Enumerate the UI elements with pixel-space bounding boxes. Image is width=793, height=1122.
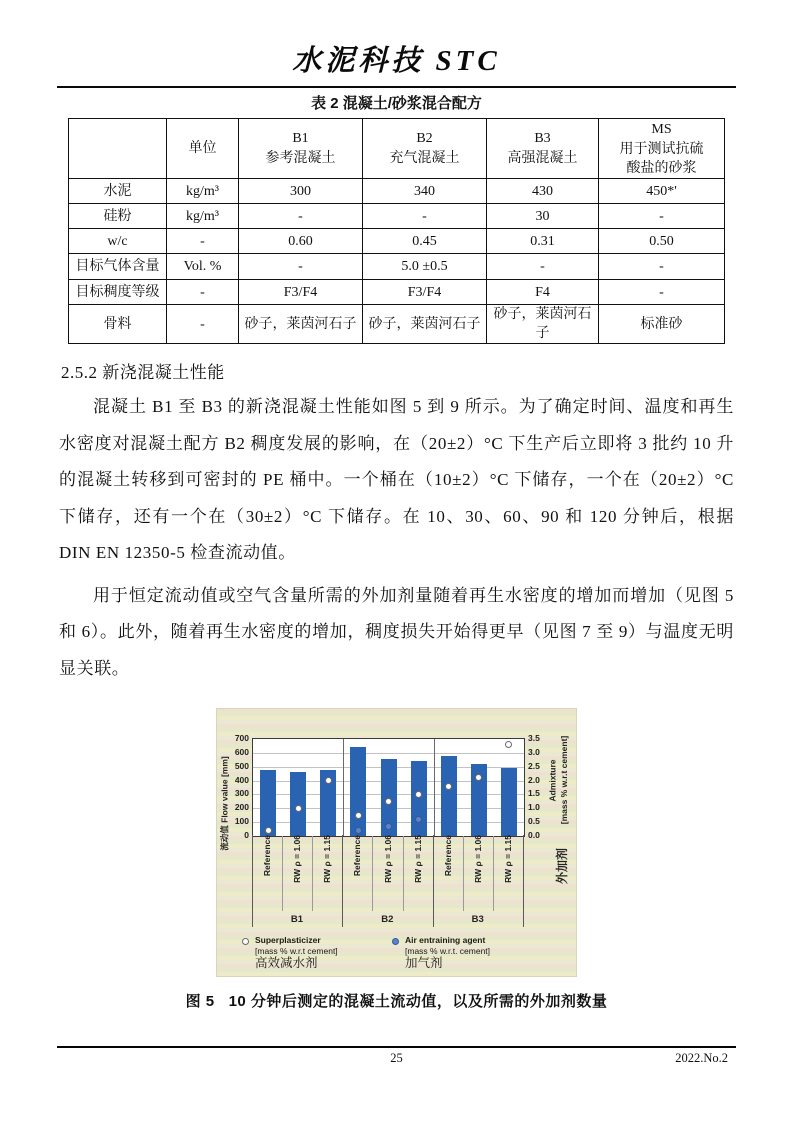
footer-rule bbox=[57, 1046, 736, 1048]
table-cell: 砂子，莱茵河石子 bbox=[363, 305, 487, 344]
group-tick bbox=[433, 912, 434, 927]
filled-circle-marker bbox=[355, 827, 362, 834]
page-footer bbox=[57, 1046, 736, 1065]
right-axis-tick: 1.0 bbox=[528, 802, 540, 813]
flow-value-bar bbox=[441, 756, 457, 836]
open-circle-marker bbox=[325, 777, 332, 784]
column-header-label: B2 bbox=[416, 131, 433, 146]
table-cell: 5.0 ±0.5 bbox=[363, 254, 487, 280]
table-cell: F4 bbox=[487, 280, 599, 305]
flow-value-bar bbox=[501, 768, 517, 836]
flow-value-bar bbox=[411, 761, 427, 836]
label-separator-line bbox=[312, 836, 313, 911]
right-axis-tick: 0.5 bbox=[528, 816, 540, 827]
left-axis-tick: 700 bbox=[234, 733, 249, 743]
group-boundary-line bbox=[523, 835, 524, 913]
filled-circle-marker bbox=[385, 823, 392, 830]
table-cell: - bbox=[599, 280, 725, 305]
figure-caption bbox=[0, 990, 793, 1011]
column-header-label: MS bbox=[651, 121, 672, 137]
table-cell: 0.60 bbox=[239, 229, 363, 254]
left-axis-tick: 500 bbox=[234, 760, 249, 771]
open-circle-marker bbox=[265, 827, 272, 834]
group-label: B3 bbox=[471, 914, 484, 925]
table-row bbox=[69, 305, 725, 344]
table-cell: 340 bbox=[363, 179, 487, 204]
right-axis-label-en2: [mass % w.r.t cement] bbox=[559, 735, 569, 825]
column-header bbox=[363, 119, 487, 179]
x-category-label: Reference bbox=[442, 835, 453, 877]
table-row bbox=[69, 280, 725, 305]
open-circle-marker bbox=[505, 741, 512, 748]
group-boundary-line bbox=[252, 835, 253, 913]
label-separator-line bbox=[403, 836, 404, 911]
table-cell: F3/F4 bbox=[239, 280, 363, 305]
table-cell: 300 bbox=[239, 179, 363, 204]
label-separator-line bbox=[372, 836, 373, 911]
x-category-label: RW ρ = 1.15 bbox=[502, 835, 513, 883]
open-circle-marker bbox=[445, 783, 452, 790]
table-cell: kg/m³ bbox=[167, 179, 239, 204]
table-cell: w/c bbox=[69, 229, 167, 254]
figure5-chart bbox=[216, 708, 577, 977]
table-cell: 450*' bbox=[599, 179, 725, 204]
column-header-sub: 用于测试抗硫酸盐的砂浆 bbox=[619, 141, 704, 176]
right-axis-tick: 1.5 bbox=[528, 788, 540, 799]
left-axis-label: 流动值 Flow value [mm] bbox=[219, 756, 230, 851]
group-tick bbox=[523, 912, 524, 927]
open-circle-legend-marker bbox=[242, 938, 249, 945]
left-axis-tick: 600 bbox=[234, 746, 249, 757]
right-axis-label-en: Admixture bbox=[547, 759, 558, 802]
column-header bbox=[69, 119, 167, 179]
x-category-label: RW ρ = 1.06 bbox=[292, 835, 303, 883]
right-axis-tick: 2.5 bbox=[528, 760, 540, 771]
table-cell: kg/m³ bbox=[167, 204, 239, 229]
paragraph-1: 混凝土 B1 至 B3 的新浇混凝土性能如图 5 到 9 所示。为了确定时间、温度和再生水密度对混凝土配方 B2 稠度发展的影响，在（20±2）°C 下生产后立即将 3 批约 10 升的混凝土转移到可密封的 PE 桶中。一个桶在（10±2）°C 下储存，一个在（20±2）°C 下储存，还有一个在（30±2）°C 下储存。在 10、30、60、90 和 120 分钟后，根据 DIN EN 12350-5 检查流动值。 bbox=[59, 397, 734, 562]
x-category-label: RW ρ = 1.06 bbox=[472, 835, 483, 883]
flow-value-bar bbox=[290, 772, 306, 836]
x-category-label: RW ρ = 1.15 bbox=[322, 835, 333, 883]
right-axis-tick: 2.0 bbox=[528, 774, 540, 785]
gridline bbox=[253, 753, 524, 754]
table-header-row bbox=[69, 119, 725, 179]
paragraph-2: 用于恒定流动值或空气含量所需的外加剂量随着再生水密度的增加而增加（见图 5 和 6）。此外，随着再生水密度的增加，稠度损失开始得更早（见图 7 至 9）与温度无明显关联。 bbox=[59, 585, 734, 678]
x-category-label: Reference bbox=[262, 835, 273, 877]
table-cell: - bbox=[599, 254, 725, 280]
group-boundary-line bbox=[433, 835, 434, 913]
table-cell: 0.31 bbox=[487, 229, 599, 254]
header-rule bbox=[57, 86, 736, 88]
table-cell: 骨料 bbox=[69, 305, 167, 344]
column-header bbox=[239, 119, 363, 179]
open-circle-marker bbox=[295, 805, 302, 812]
open-circle-marker bbox=[385, 798, 392, 805]
right-axis-tick: 0.0 bbox=[528, 830, 540, 840]
column-header-sub: 参考混凝土 bbox=[265, 151, 336, 166]
label-separator-line bbox=[282, 836, 283, 911]
group-tick bbox=[252, 912, 253, 927]
filled-circle-legend-marker bbox=[392, 938, 399, 945]
page-number: 25 bbox=[390, 1051, 403, 1065]
legend-label-zh: 加气剂 bbox=[405, 956, 443, 970]
right-axis-tick: 3.0 bbox=[528, 746, 540, 757]
legend-label: Superplasticizer bbox=[255, 935, 321, 945]
table-cell: 标准砂 bbox=[599, 305, 725, 344]
left-axis-tick: 0 bbox=[244, 830, 249, 840]
table-cell: 硅粉 bbox=[69, 204, 167, 229]
column-header bbox=[599, 119, 725, 179]
column-header-label: B3 bbox=[534, 131, 551, 146]
x-category-label: RW ρ = 1.06 bbox=[382, 835, 393, 883]
table-cell: 水泥 bbox=[69, 179, 167, 204]
right-axis-label-zh: 外加剂 bbox=[555, 848, 569, 885]
table-cell: - bbox=[487, 254, 599, 280]
left-axis-tick: 300 bbox=[234, 788, 249, 799]
table-cell: Vol. % bbox=[167, 254, 239, 280]
column-header-sub: 高强混凝土 bbox=[507, 151, 578, 166]
table-cell: - bbox=[167, 229, 239, 254]
table-cell: 目标稠度等级 bbox=[69, 280, 167, 305]
table-cell: 砂子，莱茵河石子 bbox=[487, 305, 599, 344]
table-row bbox=[69, 254, 725, 280]
table-row bbox=[69, 229, 725, 254]
table-cell: 30 bbox=[487, 204, 599, 229]
table-cell: - bbox=[239, 204, 363, 229]
label-separator-line bbox=[493, 836, 494, 911]
legend-sublabel: [mass % w.r.t cement] bbox=[255, 945, 338, 956]
issue-number: 2022.No.2 bbox=[675, 1051, 728, 1065]
table-cell: - bbox=[363, 204, 487, 229]
table-cell: - bbox=[167, 280, 239, 305]
column-header-sub: 充气混凝土 bbox=[389, 151, 460, 166]
x-category-label: Reference bbox=[352, 835, 363, 877]
legend-label: Air entraining agent bbox=[405, 935, 486, 945]
column-header bbox=[487, 119, 599, 179]
filled-circle-marker bbox=[415, 816, 422, 823]
table-cell: 0.45 bbox=[363, 229, 487, 254]
table-cell: 目标气体含量 bbox=[69, 254, 167, 280]
table-caption: 表 2 混凝土/砂浆混合配方 bbox=[311, 95, 482, 112]
legend-sublabel: [mass % w.r.t. cement] bbox=[405, 945, 491, 956]
column-header-label: 单位 bbox=[188, 140, 217, 156]
legend-entry bbox=[405, 935, 490, 969]
label-separator-line bbox=[463, 836, 464, 911]
table-cell: F3/F4 bbox=[363, 280, 487, 305]
right-axis-tick: 3.5 bbox=[528, 733, 540, 743]
flow-value-bar bbox=[350, 747, 366, 836]
group-tick bbox=[342, 912, 343, 927]
table-cell: 0.50 bbox=[599, 229, 725, 254]
figure-caption-text: 10 分钟后测定的混凝土流动值，以及所需的外加剂数量 bbox=[228, 993, 608, 1010]
column-header-label: B1 bbox=[292, 131, 309, 146]
group-label: B1 bbox=[290, 914, 304, 925]
table-cell: 430 bbox=[487, 179, 599, 204]
table-cell: - bbox=[239, 254, 363, 280]
x-category-label: RW ρ = 1.15 bbox=[412, 835, 423, 883]
journal-title: 水泥科技 STC bbox=[292, 45, 501, 77]
open-circle-marker bbox=[415, 791, 422, 798]
open-circle-marker bbox=[355, 812, 362, 819]
table-row bbox=[69, 204, 725, 229]
table-cell: 砂子，莱茵河石子 bbox=[239, 305, 363, 344]
group-boundary-line bbox=[342, 835, 343, 913]
column-header bbox=[167, 119, 239, 179]
table-cell: - bbox=[167, 305, 239, 344]
legend-entry bbox=[255, 935, 338, 969]
mix-design-table bbox=[68, 118, 725, 344]
group-separator bbox=[343, 739, 344, 836]
legend-label-zh: 高效减水剂 bbox=[255, 956, 318, 970]
plot-area bbox=[252, 738, 525, 837]
section-heading: 2.5.2 新浇混凝土性能 bbox=[61, 363, 225, 382]
left-axis-tick: 200 bbox=[234, 802, 249, 813]
table-cell: - bbox=[599, 204, 725, 229]
table-row bbox=[69, 179, 725, 204]
group-separator bbox=[434, 739, 435, 836]
left-axis-tick: 100 bbox=[234, 816, 249, 827]
left-axis-tick: 400 bbox=[234, 774, 249, 785]
group-label: B2 bbox=[381, 914, 394, 925]
figure-caption-label: 图 5 bbox=[185, 993, 215, 1010]
